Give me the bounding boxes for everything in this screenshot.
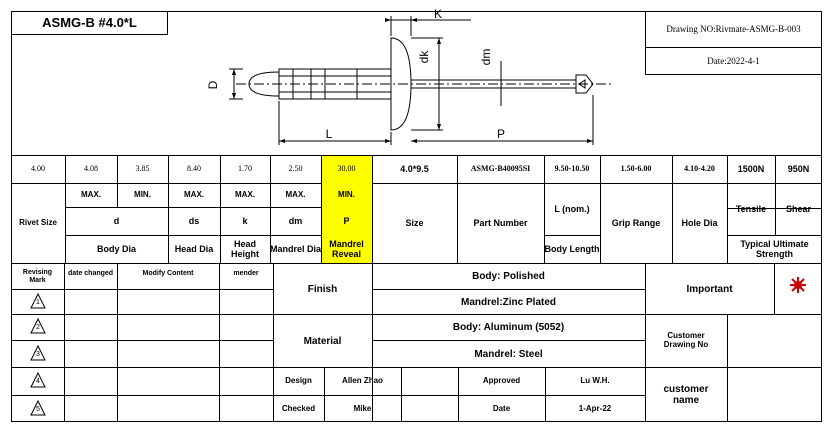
val-length: 9.50-10.50 [554,164,590,174]
max-d: MAX. [81,190,101,200]
min-p: MIN. [338,190,355,200]
dim-label-d: D [206,80,221,90]
modify-content-header: Modify Content [142,270,194,278]
finish-body: Body: Polished [472,271,545,282]
head-height-label: Head Height [231,238,259,259]
approved-value: Lu W.H. [580,376,610,386]
body-length-label: Body Length [544,243,600,254]
l-nom-header: L (nom.) [554,203,590,214]
body-dia-label: Body Dia [96,243,136,254]
val-dk-min: 3.85 [135,164,150,174]
val-dm: 2.50 [288,164,303,174]
dim-label-p: P [496,127,505,142]
part-number-header: Part Number [473,217,528,228]
part-title: ASMG-B #4.0*L [11,11,168,35]
design-label: Design [285,376,312,386]
val-part: ASMG-B40095SI [470,164,531,174]
finish-label: Finish [307,283,338,295]
checked-value: Mike [353,403,372,413]
date-value: 1-Apr-22 [578,403,612,413]
date-changed-header: date changed [67,270,114,278]
material-label: Material [303,335,342,347]
val-p: 30.00 [337,164,356,174]
val-d-max: 4.00 [31,164,45,174]
max-k: MAX. [235,190,255,200]
date-label: Date [492,403,511,413]
max-dm: MAX. [285,190,306,200]
p-header: P [343,215,350,226]
dim-label-dk: dk [417,50,432,64]
ds-header: ds [188,215,200,226]
revision-mark-2-icon: 2 [30,318,46,334]
dim-label-k: K [433,7,442,22]
material-body: Body: Aluminum (5052) [452,322,565,333]
hole-header: Hole Dia [681,217,718,228]
revision-mark-4-icon: 4 [30,372,46,388]
grip-header: Grip Range [611,217,661,228]
val-grip: 1.50-6.00 [620,164,652,174]
k-header: k [242,215,248,226]
ult-strength-label: Typical Ultimate Strength [740,238,809,259]
max-dk: MAX. [184,190,204,200]
important-label: Important [686,283,733,295]
dim-label-dm: dm [479,48,494,66]
val-k: 1.70 [238,164,252,174]
shear-header: Shear [785,203,811,214]
customer-drawing-label: Customer Drawing No [663,331,709,349]
revision-mark-3-icon: 3 [30,345,46,361]
drawing-date: Date:2022-4-1 [707,56,760,67]
revision-mark-1-icon: 1 [30,293,46,309]
val-shear: 950N [787,163,810,174]
finish-mandrel: Mandrel:Zinc Plated [460,296,556,308]
customer-name-label: customer name [663,384,709,406]
head-dia-label: Head Dia [174,243,214,254]
mandrel-dia-label: Mandrel Dia [270,243,322,254]
rivet-size-header: Rivet Size [19,218,57,228]
checked-label: Checked [281,403,316,413]
val-d-min: 4.08 [84,164,98,174]
val-size: 4.0*9.5 [400,163,429,174]
approved-label: Approved [482,376,521,386]
design-value: Allen Zhao [342,376,383,386]
important-icon [789,276,807,294]
revising-mark-header: Revising Mark [22,268,53,284]
revision-mark-5-icon: 5 [30,400,46,416]
dim-label-l: L [325,127,333,142]
tensile-header: Tensile [735,203,767,214]
val-dk: 8.40 [187,164,201,174]
dm-header: dm [288,215,303,226]
mandrel-reveal-label: Mandrel Reveal [329,238,364,259]
d-header: d [113,215,120,226]
mender-header: mender [233,270,259,278]
val-tensile: 1500N [737,163,765,174]
drawing-number: Drawing NO:Rivmate-ASMG-B-003 [666,24,801,35]
min-d: MIN. [134,190,151,200]
val-hole: 4.10-4.20 [684,164,715,174]
size-header: Size [405,217,424,228]
material-mandrel: Mandrel: Steel [474,348,543,360]
